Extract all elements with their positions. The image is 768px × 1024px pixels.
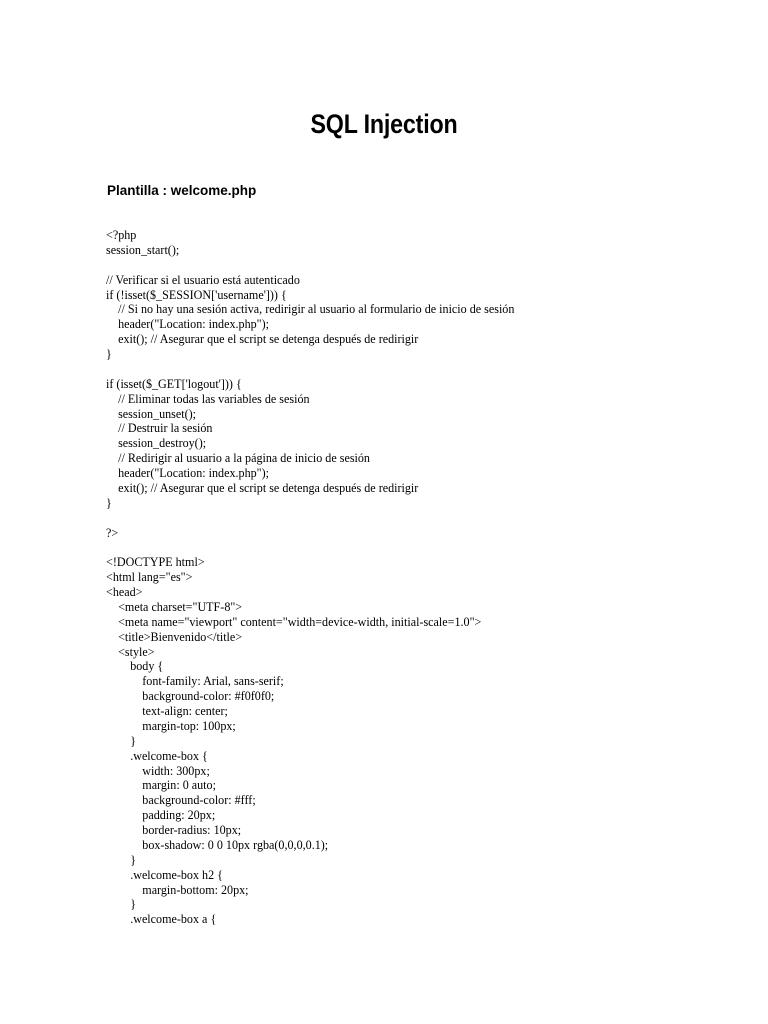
code-line: } — [106, 897, 136, 912]
code-listing — [106, 228, 746, 927]
code-line: padding: 20px; — [106, 808, 216, 823]
code-line: body { — [106, 659, 164, 674]
code-line: exit(); // Asegurar que el script se detenga después de redirigir — [106, 480, 419, 495]
document-title: SQL Injection — [310, 109, 458, 139]
code-line: header("Location: index.php"); — [106, 466, 270, 480]
code-line: <meta name="viewport" content="width=device-width, initial-scale=1.0"> — [106, 614, 482, 629]
code-line: if (!isset($_SESSION['username'])) { — [106, 287, 287, 302]
code-line: <head> — [106, 585, 143, 599]
code-line: // Verificar si el usuario está autenticado — [106, 272, 300, 287]
code-line: ?> — [106, 525, 119, 540]
code-line: box-shadow: 0 0 10px rgba(0,0,0,0.1); — [106, 837, 329, 852]
code-line: } — [106, 733, 136, 748]
code-line: } — [106, 347, 112, 361]
code-line: // Si no hay una sesión activa, redirigir al usuario al formulario de inicio de sesión — [106, 302, 515, 317]
code-line: <?php — [106, 228, 137, 242]
code-line — [106, 511, 746, 526]
code-line: border-radius: 10px; — [106, 823, 242, 837]
code-line: <html lang="es"> — [106, 570, 193, 585]
code-line: width: 300px; — [106, 763, 210, 778]
code-line: <!DOCTYPE html> — [106, 555, 205, 570]
code-line: exit(); // Asegurar que el script se detenga después de redirigir — [106, 332, 419, 347]
document-subtitle: Plantilla : welcome.php — [107, 183, 257, 198]
code-line: margin-bottom: 20px; — [106, 882, 249, 897]
code-line: margin: 0 auto; — [106, 778, 216, 793]
code-line — [106, 362, 746, 377]
code-line: background-color: #fff; — [106, 793, 256, 808]
code-line: .welcome-box a { — [106, 912, 217, 927]
code-line: // Destruir la sesión — [106, 421, 213, 436]
code-line: <meta charset="UTF-8"> — [106, 599, 243, 614]
code-line: font-family: Arial, sans-serif; — [106, 674, 284, 689]
code-line: session_start(); — [106, 242, 180, 257]
code-line: .welcome-box { — [106, 748, 208, 763]
code-line — [106, 540, 746, 555]
code-line: margin-top: 100px; — [106, 718, 236, 733]
code-line: text-align: center; — [106, 704, 228, 718]
code-line: <title>Bienvenido</title> — [106, 629, 243, 644]
code-line: background-color: #f0f0f0; — [106, 689, 275, 704]
code-line: header("Location: index.php"); — [106, 317, 270, 332]
code-line: .welcome-box h2 { — [106, 867, 223, 882]
code-line — [106, 258, 746, 273]
code-line: session_destroy(); — [106, 436, 207, 451]
code-line: } — [106, 495, 112, 510]
code-line: <style> — [106, 644, 155, 659]
code-line: // Eliminar todas las variables de sesión — [106, 391, 310, 406]
code-line: if (isset($_GET['logout'])) { — [106, 376, 242, 391]
code-line: session_unset(); — [106, 406, 197, 421]
code-line: } — [106, 852, 136, 867]
code-line: // Redirigir al usuario a la página de inicio de sesión — [106, 451, 370, 466]
